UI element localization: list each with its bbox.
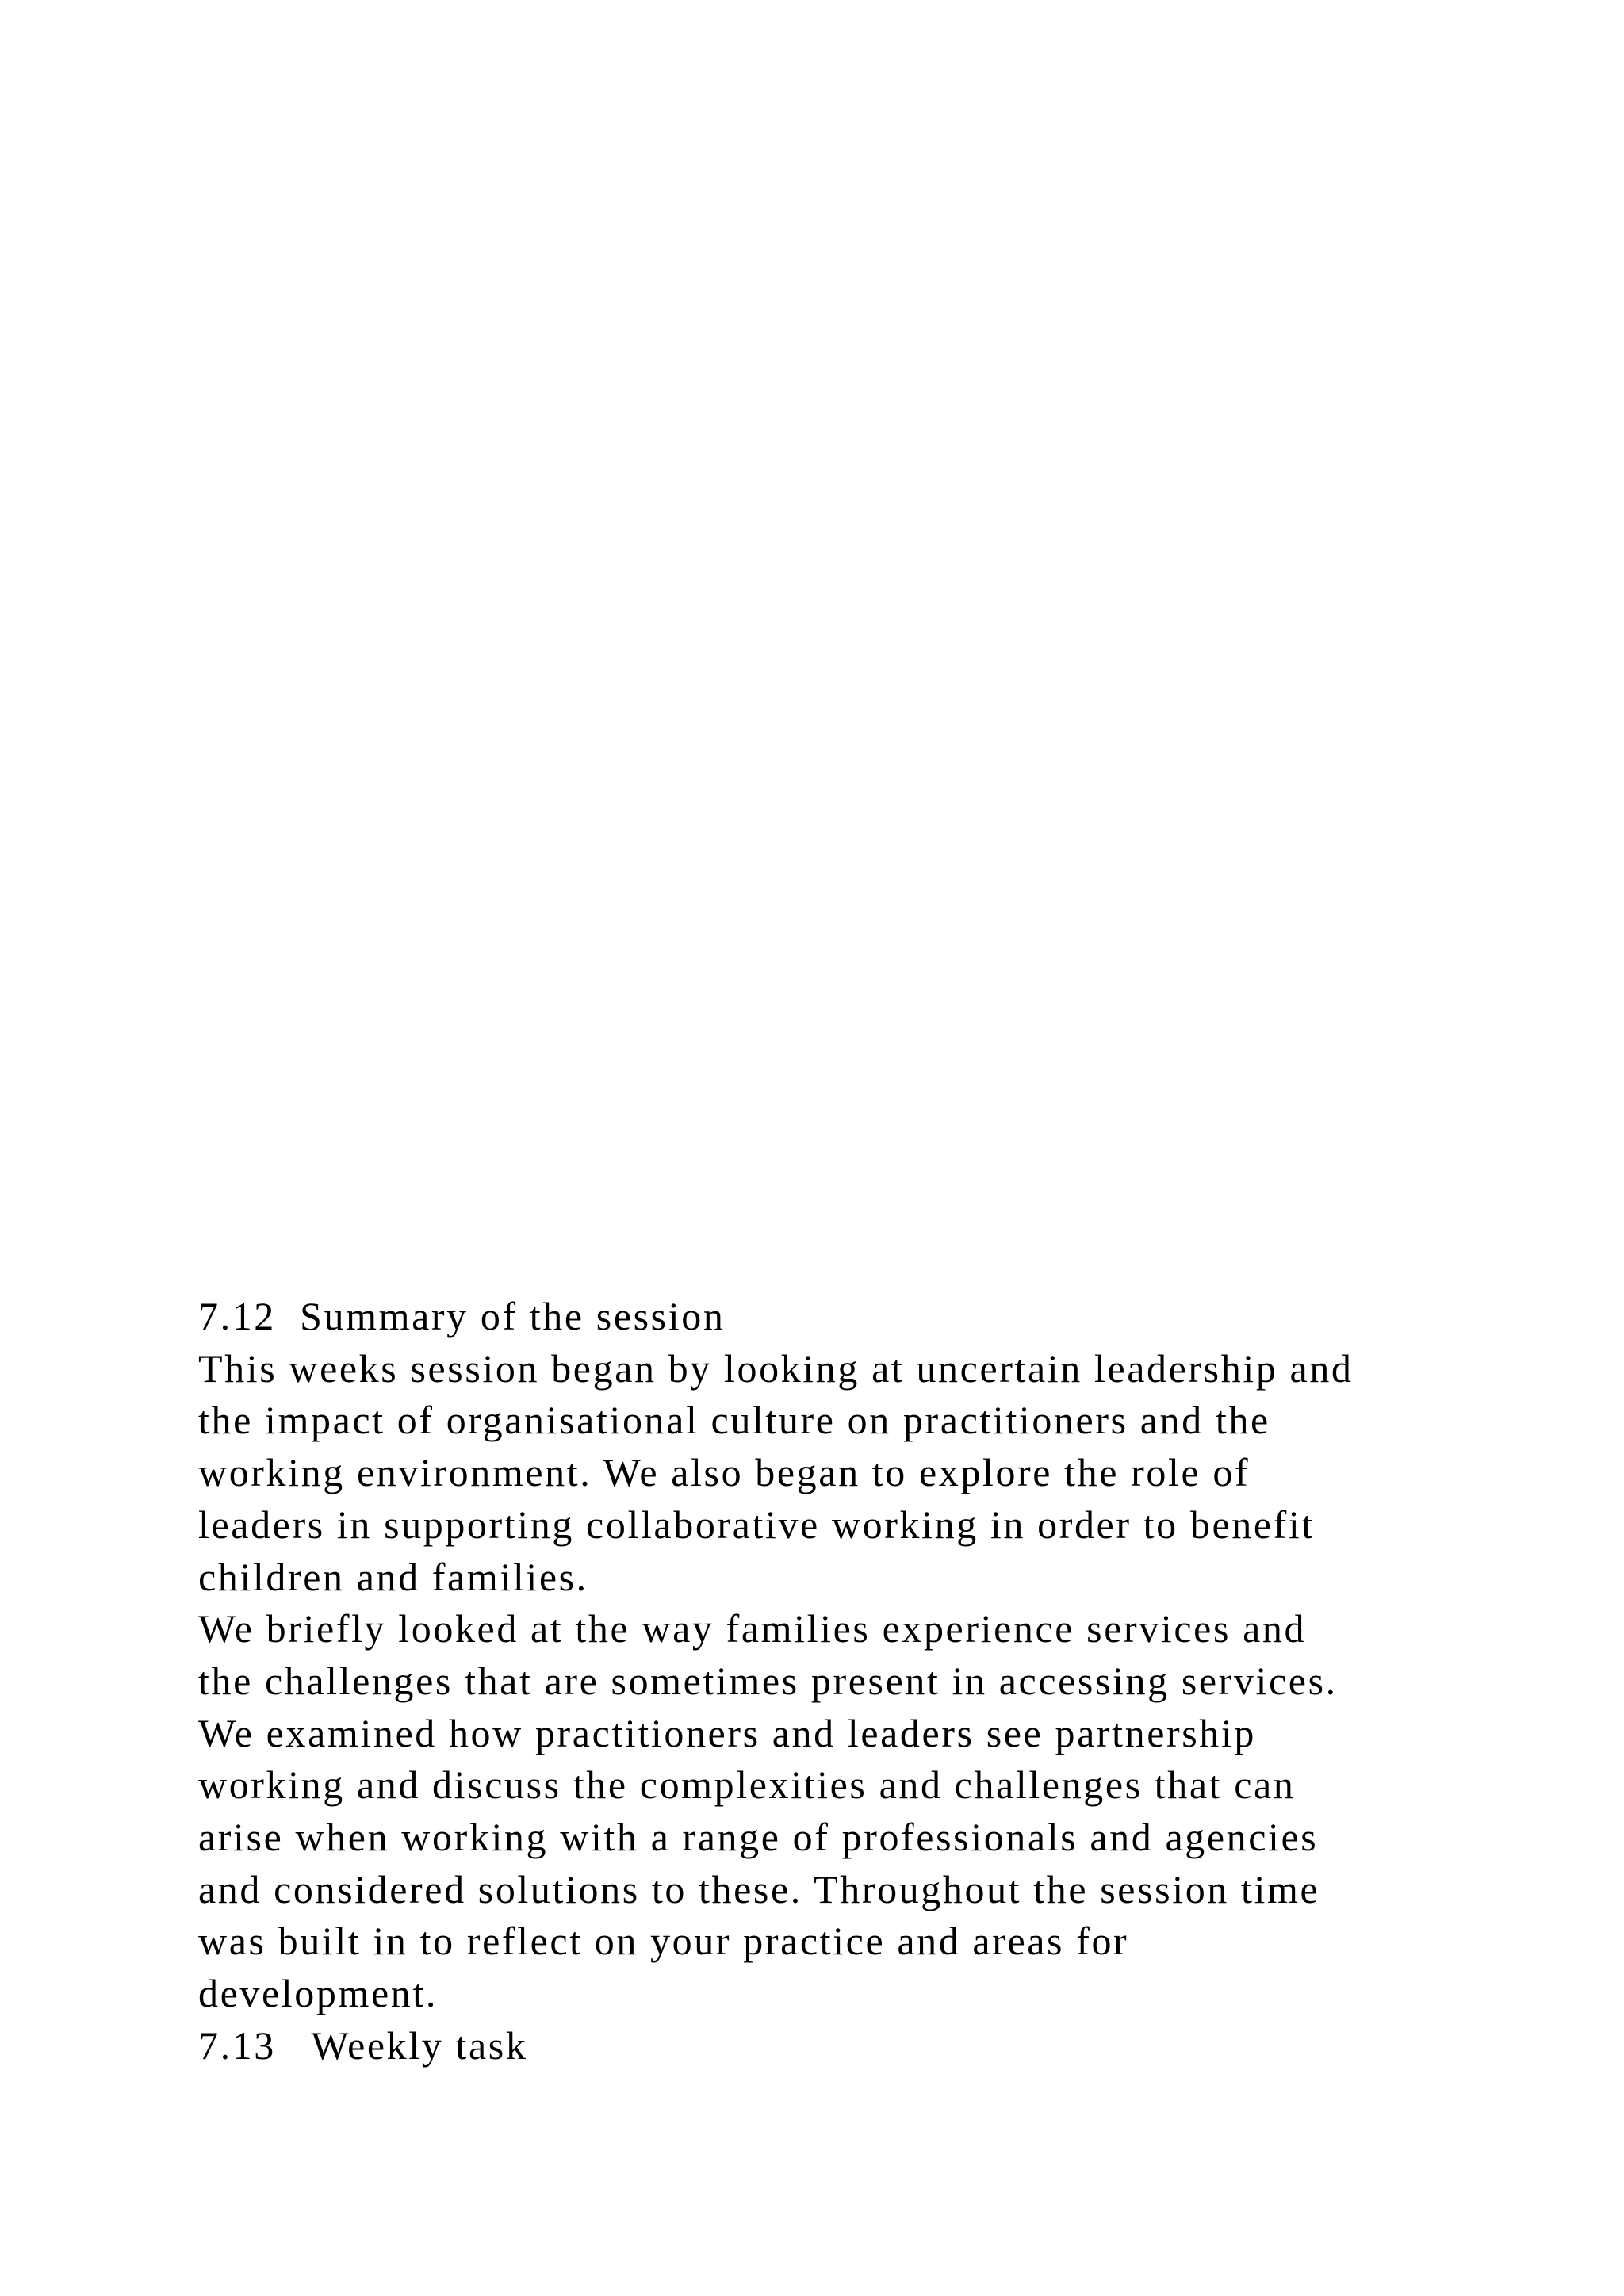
section-heading-7-13 [198,2020,1546,2072]
paragraph-line: the impact of organisational culture on practitioners and the [198,1398,1270,1443]
paragraph-line: working environment. We also began to explore the role of [198,1450,1251,1495]
paragraph-line: leaders in supporting collaborative working in order to benefit [198,1502,1315,1547]
section-heading-7-12 [198,1291,1546,1343]
summary-paragraph-1 [198,1343,1546,1604]
summary-paragraph-2 [198,1603,1546,2020]
section-number: 7.12 [198,1294,276,1338]
paragraph-line: and considered solutions to these. Throughout the session time [198,1866,1320,1911]
paragraph-line: children and families. [198,1554,588,1599]
paragraph-line: We briefly looked at the way families experience services and [198,1606,1307,1651]
paragraph-line: development. [198,1971,438,2016]
paragraph-line: was built in to reflect on your practice and areas for [198,1919,1129,1964]
paragraph-line: This weeks session began by looking at uncertain leadership and [198,1345,1354,1391]
section-title: Weekly task [311,2022,528,2068]
paragraph-line: We examined how practitioners and leaders see partnership [198,1710,1256,1755]
section-title: Summary of the session [300,1294,726,1338]
paragraph-line: working and discuss the complexities and challenges that can [198,1762,1296,1808]
paragraph-line: arise when working with a range of professionals and agencies [198,1815,1319,1860]
paragraph-line: the challenges that are sometimes present in accessing services. [198,1658,1338,1703]
section-number: 7.13 [198,2022,276,2068]
document-body [198,1291,1546,2072]
